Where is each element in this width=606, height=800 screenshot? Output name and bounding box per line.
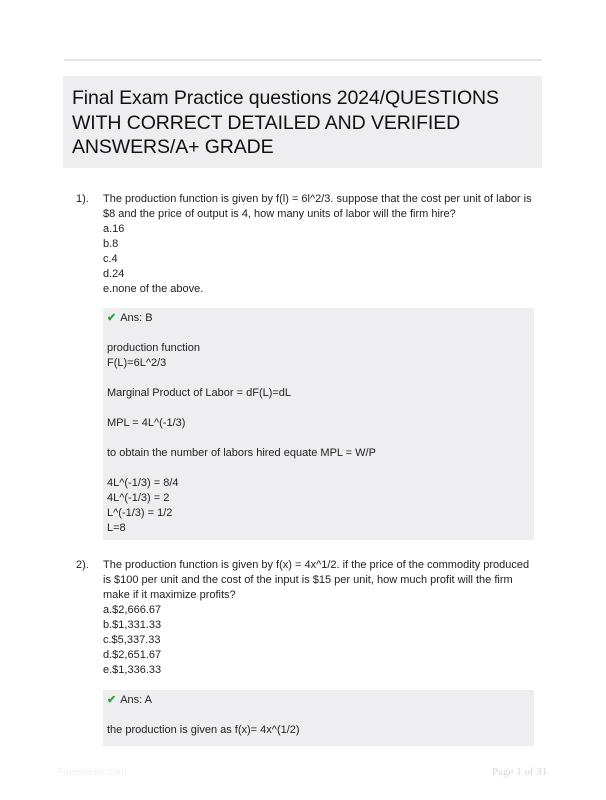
answer-line: [107, 401, 530, 416]
answer-box-1: [103, 308, 534, 540]
answer-line: L^(-1/3) = 1/2: [107, 507, 173, 519]
option-c: c.4: [103, 253, 118, 265]
answer-line: [107, 708, 530, 723]
answer-line: [107, 461, 530, 476]
answer-line: L=8: [107, 522, 126, 534]
question-body: [103, 192, 535, 297]
option-d: d.24: [103, 268, 125, 280]
check-icon: ✔: [107, 694, 117, 706]
answer-line: the production is given as f(x)= 4x^(1/2): [107, 724, 300, 736]
answer-line: [107, 431, 530, 446]
answer-box-2: [103, 690, 534, 746]
page-indicator: Page 1 of 31: [492, 766, 548, 778]
answer-line: to obtain the number of labors hired equate MPL = W/P: [107, 447, 376, 459]
question-number: 2).: [76, 559, 89, 571]
answer-line: F(L)=6L^2/3: [107, 357, 167, 369]
answer-label: Ans: B: [120, 312, 153, 324]
option-b: b.8: [103, 238, 119, 250]
question-body: [103, 558, 535, 678]
question-text: The production function is given by f(l) = 6l^2/3. suppose that the cost per unit of labor is $8 and the price of output is 4, how many units of labor will the firm hire?: [103, 193, 532, 220]
option-b: b.$1,331.33: [103, 619, 162, 631]
question-number: 1).: [76, 193, 89, 205]
document-title: Final Exam Practice questions 2024/QUESTIONS WITH CORRECT DETAILED AND VERIFIED ANSWERS/A+ GRADE: [72, 87, 499, 158]
option-e: e.$1,336.33: [103, 664, 162, 676]
top-divider: [64, 59, 542, 61]
answer-line: Marginal Product of Labor = dF(L)=dL: [107, 387, 292, 399]
answer-line: MPL = 4L^(-1/3): [107, 417, 186, 429]
answer-line: production function: [107, 342, 200, 354]
option-a: a.16: [103, 223, 125, 235]
check-icon: ✔: [107, 312, 117, 324]
question-text: The production function is given by f(x) = 4x^1/2. if the price of the commodity produced is $100 per unit and the cost of the input is $15 per unit, how much profit will the firm make if it maximize profits?: [103, 559, 530, 601]
answer-line: [107, 371, 530, 386]
answer-label: Ans: A: [120, 694, 153, 706]
option-d: d.$2,651.67: [103, 649, 162, 661]
footer-site: Papersbite.com: [57, 767, 127, 778]
option-e: e.none of the above.: [103, 283, 204, 295]
title-banner: [63, 76, 542, 168]
answer-line: [107, 326, 530, 341]
option-c: c.$5,337.33: [103, 634, 161, 646]
answer-line: 4L^(-1/3) = 8/4: [107, 477, 179, 489]
option-a: a.$2,666.67: [103, 604, 162, 616]
answer-line: 4L^(-1/3) = 2: [107, 492, 170, 504]
